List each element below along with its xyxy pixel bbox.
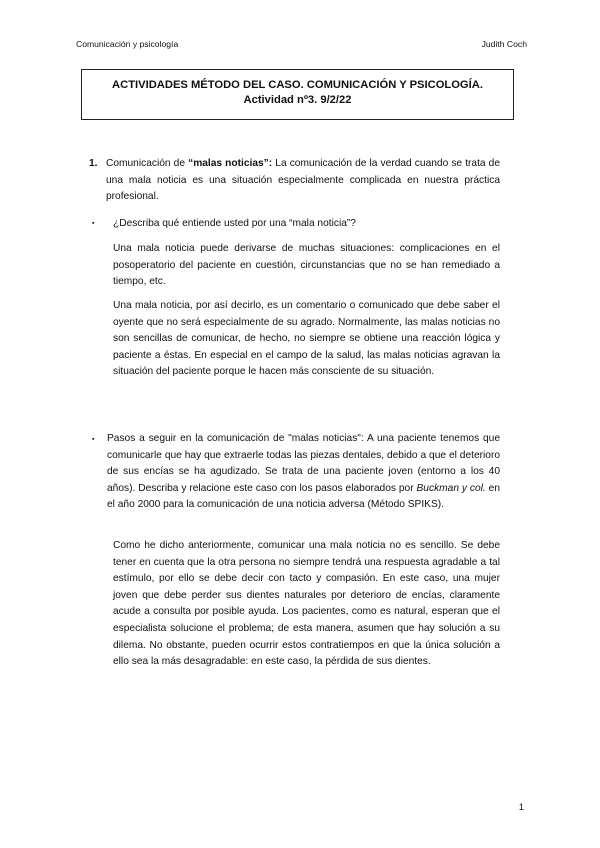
- answer-2-paragraph: Como he dicho anteriormente, comunicar una mala noticia no es sencillo. Se debe tener en cuenta que la otra persona no siempre tendrá una respuesta agradable a tal estímulo, por ello se debe decir con tacto y compasión. En este caso, una mujer joven que debe perder sus dientes naturales por deterioro de encías, claramente acude a consulta por posible ayuda. Los pacientes, como es natural, esperan que el especialista solucione el problema; de esta manera, asumen que hay solución a su dilema. No obstante, pueden ocurrir estos contratiempos en que la única solución a ello sea la más desagradable: en este caso, la pérdida de sus dientes.: [113, 540, 500, 668]
- question-2-text: Pasos a seguir en la comunicación de "malas noticias": A una paciente tenemos que comunicarle que hay que extraerle todas las piezas dentales, debido a que el deterioro de sus encías se ha agudizado. Se trata de una paciente joven (entorno a los 40 años). Describa y relacione este caso con los pasos elaborados por: [107, 433, 500, 494]
- title-box: [81, 69, 514, 120]
- question-2: [107, 431, 500, 514]
- bullet-square-icon: ▪: [92, 436, 95, 443]
- answer-1-paragraph-1: Una mala noticia puede derivarse de muchas situaciones: complicaciones en el posoperatorio del paciente en cuestión, circunstancias que no se han remediado a tiempo, etc.: [113, 243, 500, 288]
- question-2-text-end: en el año 2000 para la comunicación de una noticia adversa (Método SPIKS).: [107, 482, 501, 511]
- intro-lead: Comunicación de: [106, 158, 189, 169]
- section-number: 1.: [89, 158, 98, 169]
- intro-rest: La comunicación de la verdad cuando se trata de una mala noticia es una situación especialmente complicada en nuestra práctica profesional.: [106, 158, 501, 203]
- question-2-citation: Buckman y col.: [416, 482, 486, 494]
- running-header-author: Judith Coch: [481, 39, 527, 49]
- activity-subtitle: Actividad nº3. 9/2/22: [243, 94, 352, 106]
- section-intro: [106, 156, 500, 206]
- page-number: 1: [518, 802, 524, 813]
- document-title: ACTIVIDADES MÉTODO DEL CASO. COMUNICACIÓN Y PSICOLOGÍA.: [112, 79, 483, 91]
- bullet-square-icon: ▪: [92, 220, 95, 227]
- intro-bold-term: “malas noticias”:: [188, 158, 273, 169]
- running-header-course: Comunicación y psicología: [76, 39, 179, 49]
- question-1: ¿Describa qué entiende usted por una “mala noticia”?: [113, 218, 356, 229]
- answer-1-paragraph-2: Una mala noticia, por así decirlo, es un comentario o comunicado que debe saber el oyente que no será especialmente de su agrado. Normalmente, las malas noticias no son sencillas de comunicar, de hecho, no siempre se obtiene una reacción lógica y paciente a éstas. En especial en el campo de la salud, las malas noticias agravan la situación del paciente porque le hacen más consciente de su situación.: [113, 300, 500, 378]
